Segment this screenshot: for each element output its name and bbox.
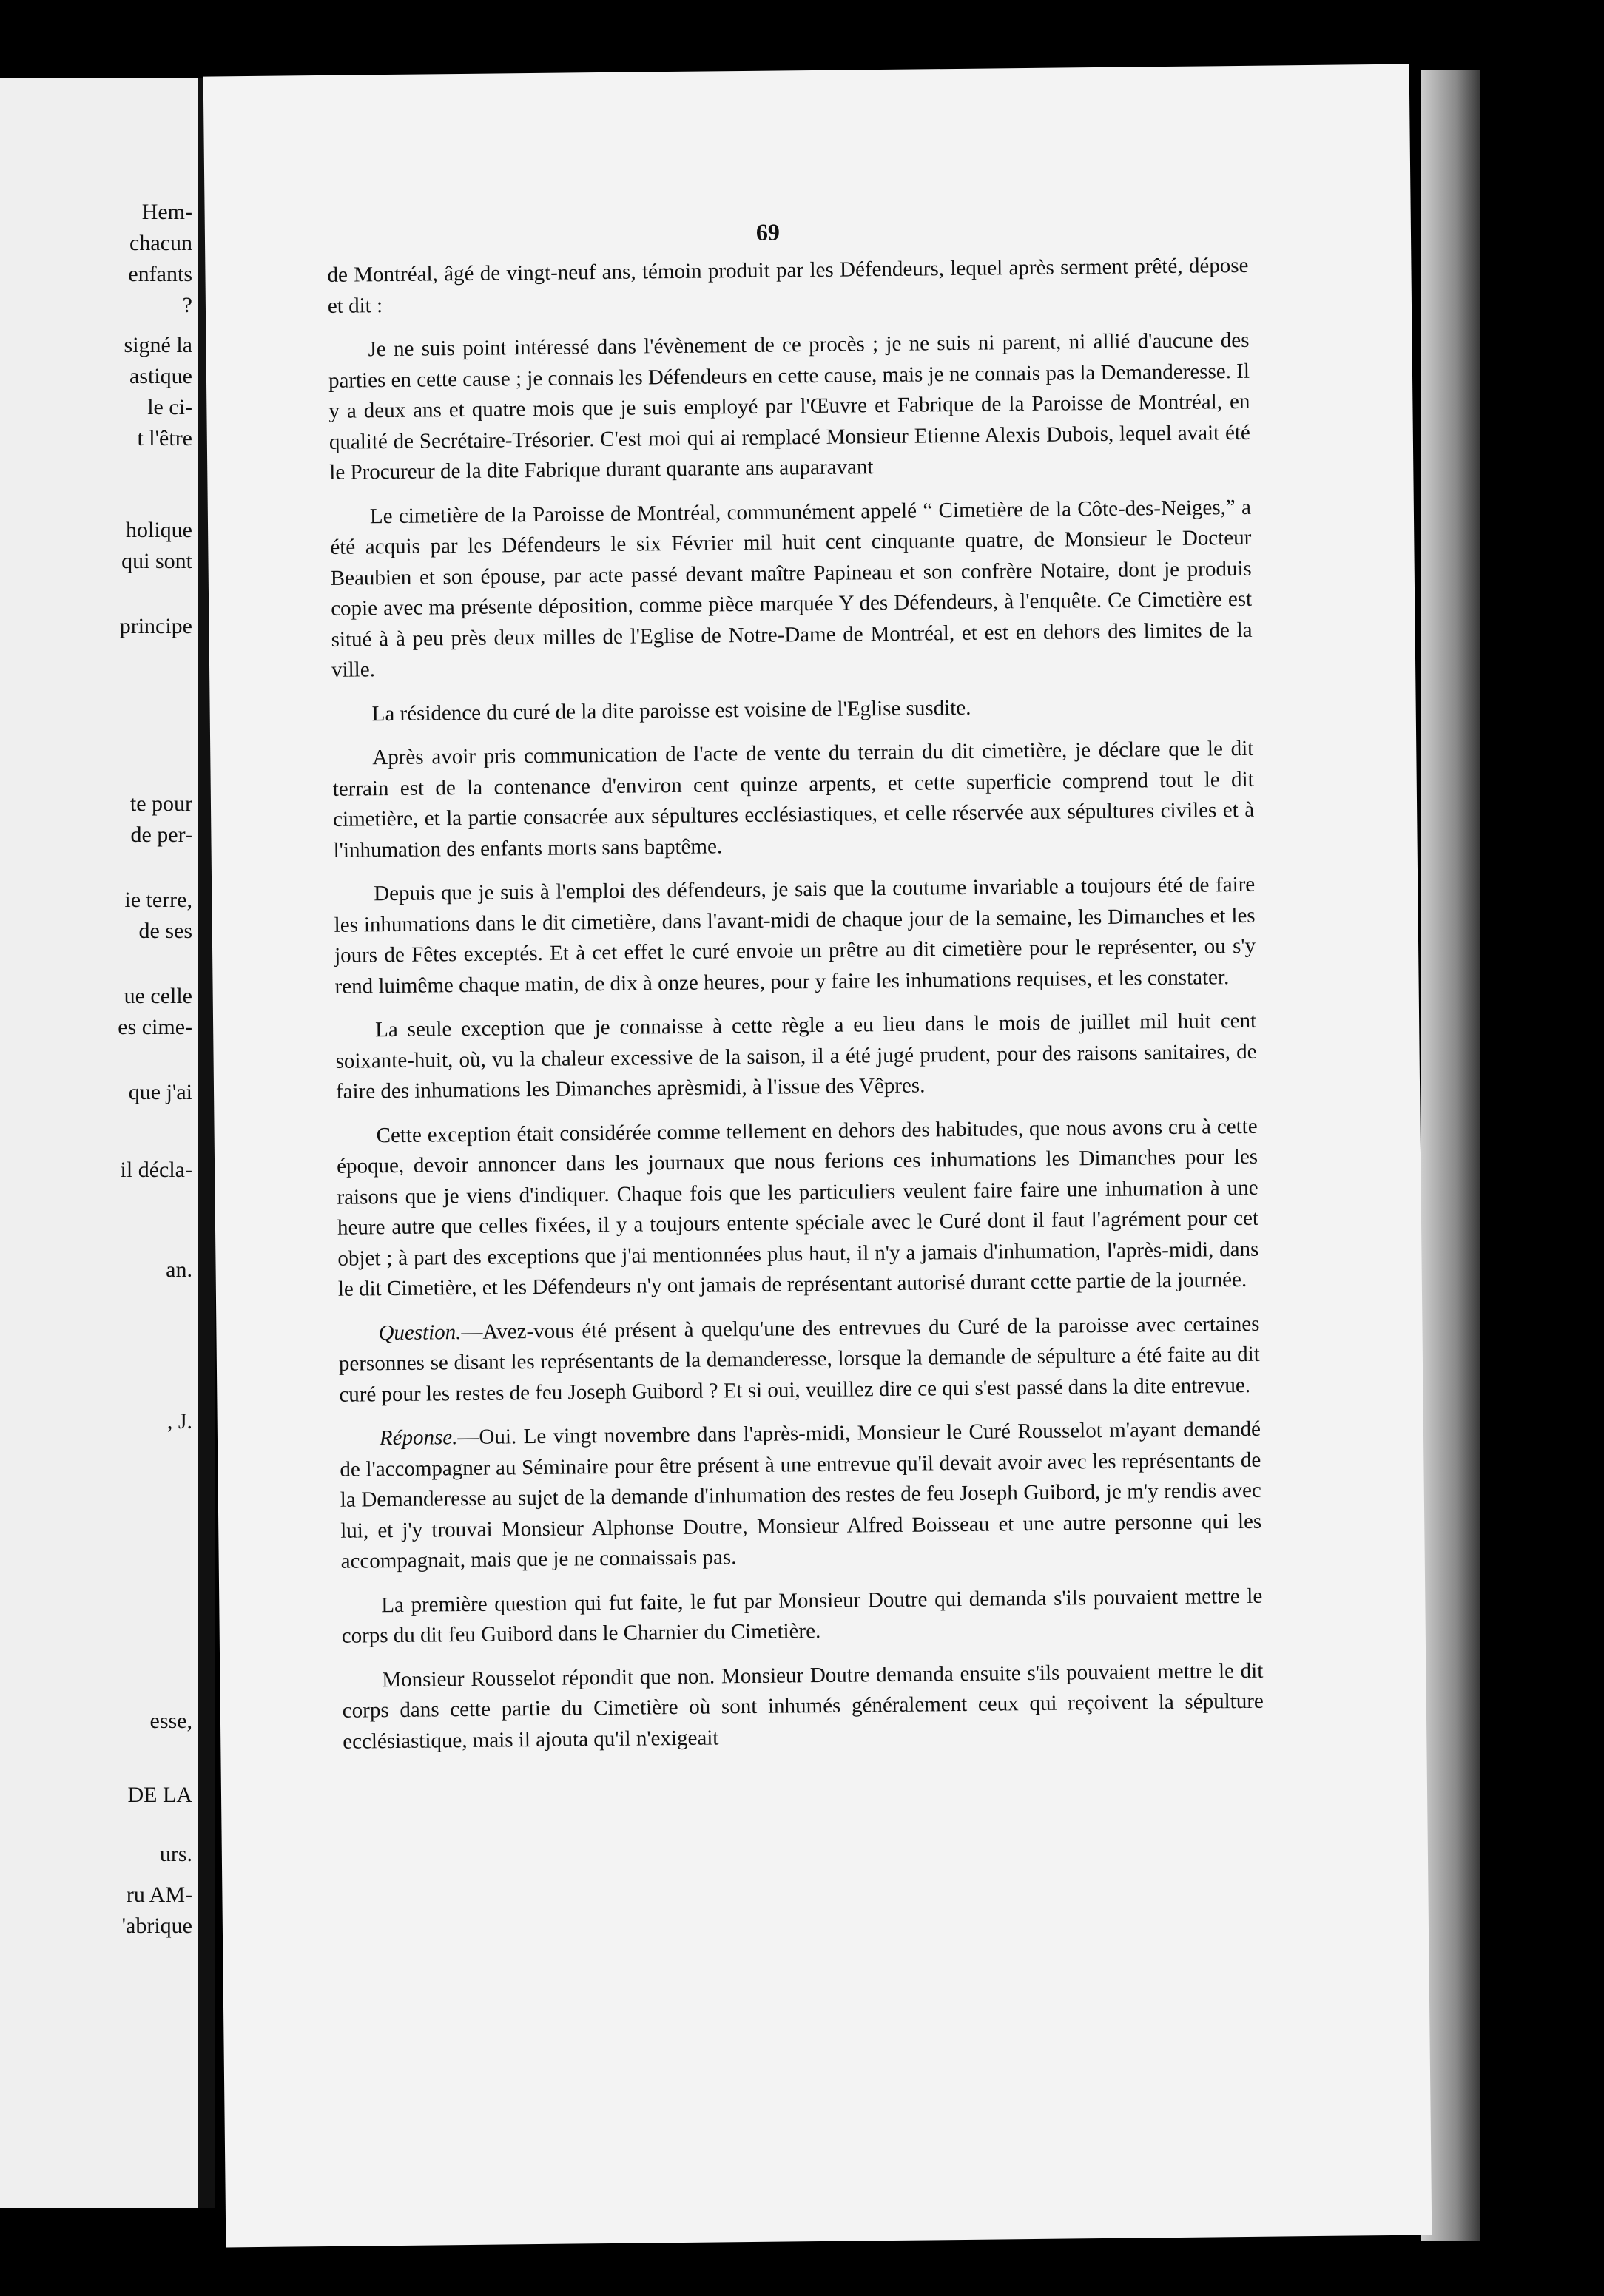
facing-page-line: de ses [138, 919, 192, 943]
facing-page-line: Hem- [141, 200, 192, 224]
facing-page [0, 78, 198, 2208]
facing-page-line: chacun [129, 231, 192, 255]
facing-page-line: principe [119, 614, 192, 638]
paragraph: Cette exception était considérée comme tellement en dehors des habitudes, que nous avons cru à cette époque, devoir annoncer dans les journaux que nous ferions ces inhumations les Dimanches pour les raisons que je viens d'indiquer. Chaque fois que les particuliers veulent faire faire une inhumation à une heure autre que celles fixées, il y a toujours entente spéciale avec le Curé dont il faut l'agrément pour cet objet ; à part des exceptions que j'ai mentionnées plus haut, il n'y a jamais d'inhumation, l'après-midi, dans le dit Cimetière, et les Défendeurs n'y ont jamais de représentant autorisé durant cette partie de la journée. [336, 1114, 1259, 1301]
facing-page-line: ? [182, 293, 192, 317]
paragraph-text: —Avez-vous été présent à quelqu'une des entrevues du Curé de la paroisse avec certaines personnes se disant les représentants de la demanderesse, lorsque la demande de sépulture a été faite au dit curé pour les restes de feu Joseph Guibord ? Et si oui, veuillez dire ce qui s'est passé dans la dite entrevue. [338, 1311, 1261, 1407]
facing-page-line: 'abrique [121, 1914, 192, 1938]
facing-page-line: holique [126, 518, 192, 542]
facing-page-line: qui sont [121, 549, 192, 573]
paragraph: La première question qui fut faite, le fut par Monsieur Doutre qui demanda s'ils pouvaient mettre le corps du dit feu Guibord dans le Charnier du Cimetière. [341, 1584, 1263, 1648]
paragraph-lead: Réponse. [379, 1425, 458, 1451]
paragraph: Après avoir pris communication de l'acte de vente du terrain du dit cimetière, je déclare que le dit terrain est de la contenance d'environ cent quinze arpents, et cette superficie comprend tout le dit cimetière, et la partie consacrée aux sépultures ecclésiastiques, et celle réservée aux sépultures civiles et à l'inhumation des enfants morts sans baptême. [332, 736, 1255, 862]
paragraph: de Montréal, âgé de vingt-neuf ans, témoin produit par les Défendeurs, lequel après serment prêté, dépose et dit : [327, 253, 1249, 318]
page-number: 69 [755, 218, 781, 246]
paragraph-lead: Question. [378, 1320, 462, 1345]
facing-page-line: il décla- [120, 1158, 192, 1182]
document-page [203, 64, 1432, 2248]
paragraph: Je ne suis point intéressé dans l'évènement de ce procès ; je ne suis ni parent, ni allié d'aucune des parties en cette cause ; je connais les Défendeurs en cette cause, mais je ne connais pas la Demanderesse. Il y a deux ans et quatre mois que je suis employé par l'Œuvre et Fabrique de la Paroisse de Montréal, en qualité de Secrétaire-Trésorier. C'est moi qui ai remplacé Monsieur Etienne Alexis Dubois, lequel avait été le Procureur de la dite Fabrique durant quarante ans auparavant [328, 328, 1250, 484]
paragraph: Depuis que je suis à l'emploi des défendeurs, je sais que la coutume invariable a toujours été de faire les inhumations dans le dit cimetière, dans l'avant-midi de chaque jour de la semaine, les Dimanches et les jours de Fêtes exceptés. Et à cet effet le curé envoie un prêtre au dit cimetière pour le représenter, ou s'y rend luimême chaque matin, de dix à onze heures, pour y faire les inhumations requises, et les constater. [334, 872, 1256, 999]
page-edge [1421, 70, 1480, 2241]
facing-page-line: le ci- [147, 395, 192, 419]
body-text [327, 251, 1264, 1771]
paragraph-text: —Oui. Le vingt novembre dans l'après-midi, Monsieur le Curé Rousselot m'ayant demandé de l'accompagner au Séminaire pour être présent à une entrevue qu'il devait avoir avec les représentants de la Demanderesse au sujet de la demande d'inhumation des restes de feu Joseph Guibord, je m'y rendis avec lui, et j'y trouvai Monsieur Alphonse Doutre, Monsieur Alfred Boisseau et une autre personne qui les accompagnait, mais que je ne connaissais pas. [340, 1417, 1262, 1573]
facing-page-line: an. [166, 1257, 192, 1282]
facing-page-line: urs. [159, 1842, 192, 1866]
facing-page-line: ru AM- [126, 1883, 192, 1907]
paragraph: La seule exception que je connaisse à cette règle a eu lieu dans le mois de juillet mil huit cent soixante-huit, où, vu la chaleur excessive de la saison, il a été jugé prudent, pour des raisons sanitaires, de faire des inhumations les Dimanches aprèsmidi, à l'issue des Vêpres. [335, 1008, 1257, 1104]
facing-page-line: t l'être [137, 426, 192, 450]
facing-page-line: es cime- [118, 1015, 192, 1039]
facing-page-line: ue celle [124, 984, 192, 1008]
facing-page-line: enfants [128, 262, 192, 286]
paragraph: La résidence du curé de la dite paroisse est voisine de l'Eglise susdite. [371, 695, 971, 726]
paragraph: Monsieur Rousselot répondit que non. Monsieur Doutre demanda ensuite s'ils pouvaient mettre le dit corps dans cette partie du Cimetière où sont inhumés généralement ceux qui reçoivent la sépulture ecclésiastique, mais il ajouta qu'il n'exigeait [342, 1658, 1264, 1754]
facing-page-line: DE LA [127, 1783, 192, 1807]
paragraph [338, 1309, 1260, 1411]
paragraph [340, 1414, 1262, 1578]
paragraph: Le cimetière de la Paroisse de Montréal, communément appelé “ Cimetière de la Côte-des-Neiges,” a été acquis par les Défendeurs le six Février mil huit cent cinquante quatre, de Monsieur le Docteur Beaubien et son épouse, par acte passé devant maître Papineau et son confrère Notaire, dont je produis copie avec ma présente déposition, comme pièce marquée Y des Défendeurs, à l'enquête. Ce Cimetière est situé à à peu près deux milles de l'Eglise de Notre-Dame de Montréal, et est en dehors des limites de la ville. [330, 495, 1253, 682]
facing-page-line: ie terre, [124, 888, 192, 912]
facing-page-line: de per- [130, 823, 192, 847]
facing-page-line: esse, [149, 1709, 192, 1733]
facing-page-line: astique [129, 364, 192, 388]
facing-page-line: signé la [124, 333, 192, 357]
facing-page-line: que j'ai [128, 1080, 192, 1104]
facing-page-line: te pour [129, 791, 192, 816]
facing-page-line: , J. [166, 1409, 192, 1434]
